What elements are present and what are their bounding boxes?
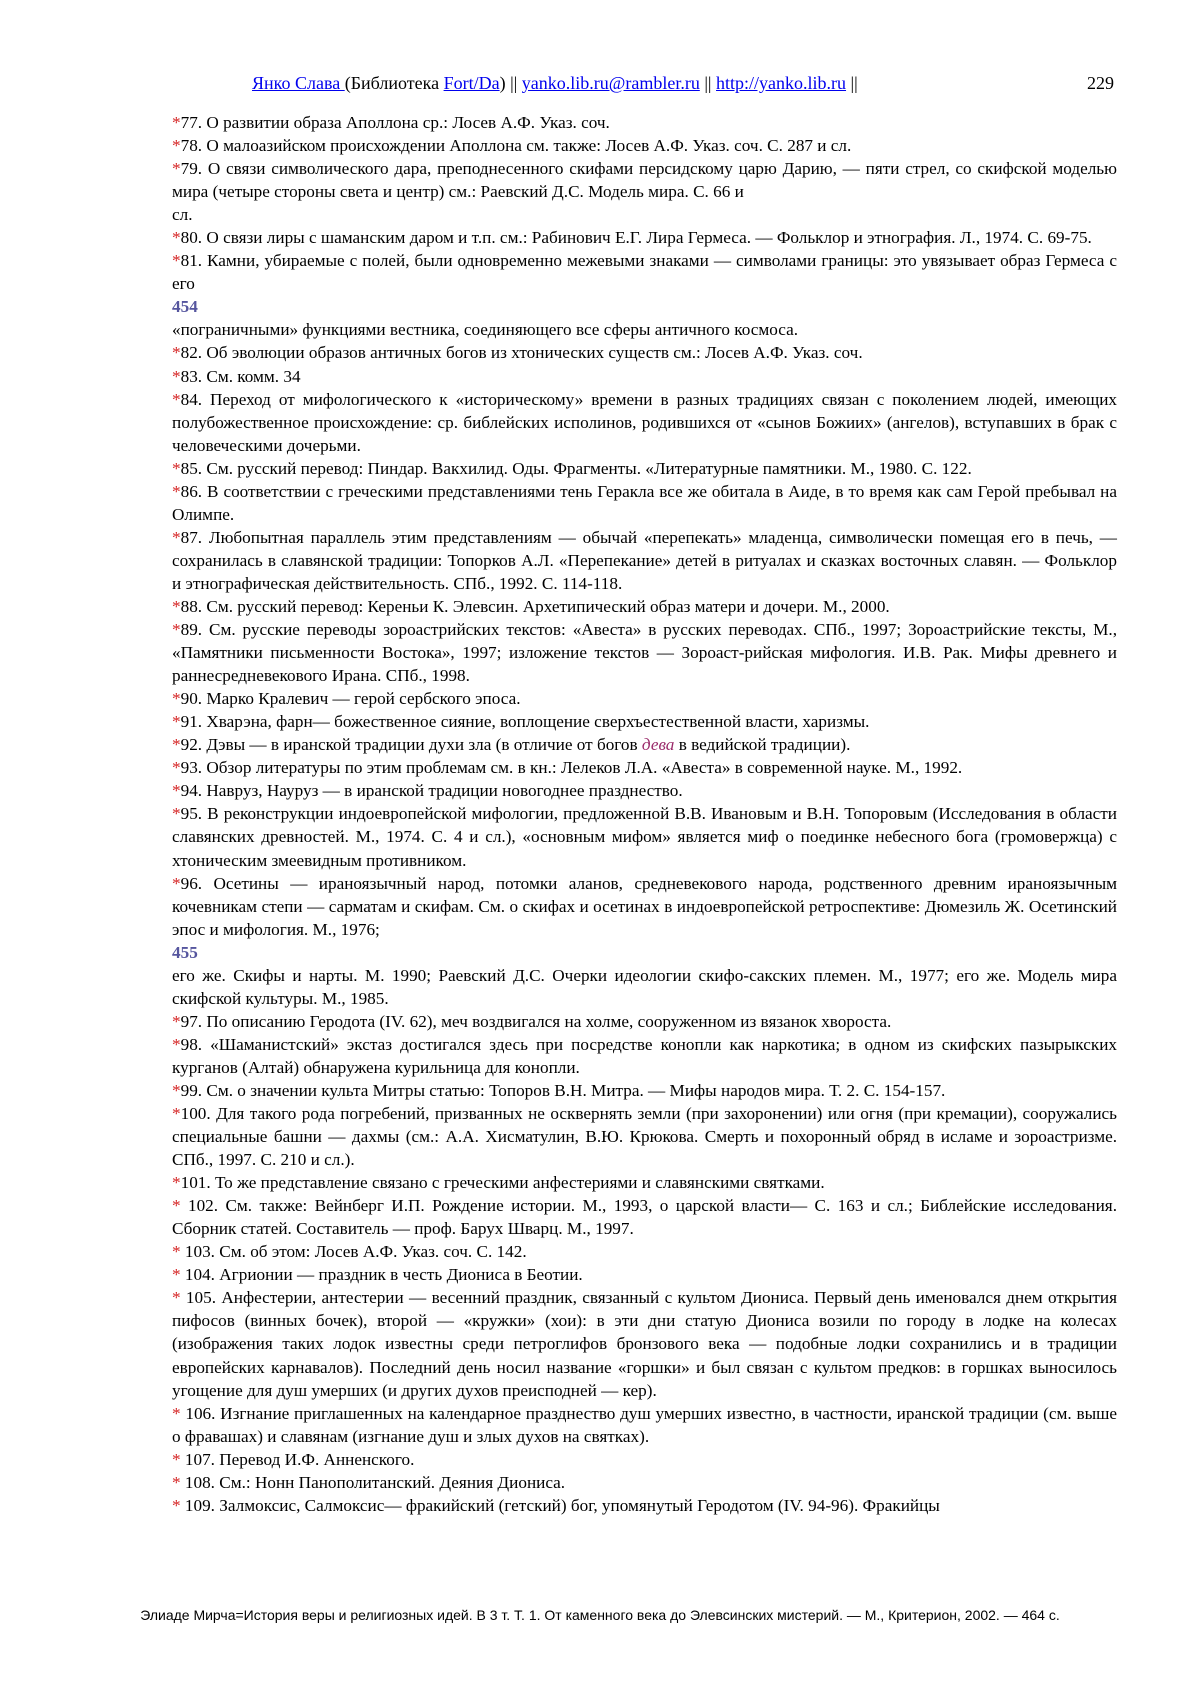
library-suffix: ) || xyxy=(499,73,522,93)
note-item xyxy=(172,341,1117,364)
note-text-after: в ведийской традиции). xyxy=(674,735,851,755)
note-item xyxy=(172,226,1117,249)
note-text: 99. См. о значении культа Митры статью: Топоров В.Н. Митра. — Мифы народов мира. Т. 2. С. 154-157. xyxy=(180,1080,946,1100)
note-item xyxy=(172,710,1117,733)
note-star-marker: * xyxy=(172,1034,181,1054)
note-item xyxy=(172,1286,1117,1401)
note-item xyxy=(172,595,1117,618)
note-text: 78. О малоазийском происхождении Аполлона см. также: Лосев А.Ф. Указ. соч. С. 287 и сл. xyxy=(180,136,852,156)
note-star-marker: * xyxy=(172,343,181,363)
site-link[interactable]: http://yanko.lib.ru xyxy=(716,73,847,93)
note-text: 108. См.: Нонн Панополитанский. Деяния Диониса. xyxy=(180,1472,566,1492)
note-star-marker: * xyxy=(172,804,181,824)
note-star-marker: * xyxy=(172,1495,181,1515)
note-item xyxy=(172,802,1117,871)
note-item xyxy=(172,618,1117,687)
note-text: 86. В соответствии с греческими представлениями тень Геракла все же обитала в Аиде, в то время как сам Герой пребывал на Олимпе. xyxy=(172,481,1117,524)
note-text: его же. Скифы и нарты. М. 1990; Раевский Д.С. Очерки идеологии скифо-сакских племен. М., 1977; его же. Модель мира скифской культуры. М., 1985. xyxy=(172,965,1117,1008)
note-item xyxy=(172,249,1117,295)
header-line xyxy=(252,72,858,94)
page-footer: Элиаде Мирча=История веры и религиозных идей. В 3 т. Т. 1. От каменного века до Элевсинских мистерий. — М., Критерион, 2002. — 464 с. xyxy=(140,1607,1060,1623)
note-star-marker: * xyxy=(172,781,181,801)
note-item xyxy=(172,1471,1117,1494)
note-text: 101. То же представление связано с греческими анфестериями и славянскими святками. xyxy=(180,1173,825,1193)
note-text: 93. Обзор литературы по этим проблемам см. в кн.: Лелеков Л.А. «Авеста» в современной науке. М., 1992. xyxy=(180,758,963,778)
note-emphasis: дева xyxy=(641,735,675,755)
page-marker-number: 455 xyxy=(172,942,198,962)
note-item xyxy=(172,687,1117,710)
author-link[interactable]: Янко Слава xyxy=(252,73,345,93)
note-item xyxy=(172,1494,1117,1517)
note-star-marker: * xyxy=(172,136,181,156)
note-text: 107. Перевод И.Ф. Анненского. xyxy=(180,1449,415,1469)
note-item xyxy=(172,526,1117,595)
note-star-marker: * xyxy=(172,1104,181,1124)
note-text: 90. Марко Кралевич — герой сербского эпоса. xyxy=(180,689,521,709)
note-item xyxy=(172,1194,1117,1240)
note-item xyxy=(172,733,1117,756)
note-item xyxy=(172,157,1117,203)
note-star-marker: * xyxy=(172,1403,181,1423)
note-text: 103. См. об этом: Лосев А.Ф. Указ. соч. С. 142. xyxy=(180,1242,527,1262)
note-item xyxy=(172,480,1117,526)
note-text: 91. Хварэна, фарн— божественное сияние, воплощение сверхъестественной власти, харизмы. xyxy=(180,712,870,732)
note-item xyxy=(172,203,1117,226)
note-item xyxy=(172,1240,1117,1263)
note-star-marker: * xyxy=(172,527,181,547)
note-star-marker: * xyxy=(172,1288,181,1308)
note-text: сл. xyxy=(172,205,193,225)
note-star-marker: * xyxy=(172,1173,181,1193)
note-text: 98. «Шаманистский» экстаз достигался здесь при посредстве конопли как наркотика; в одном из скифских пазырыкских курганов (Алтай) обнаружена курильница для конопли. xyxy=(172,1034,1117,1077)
email-link[interactable]: yanko.lib.ru@rambler.ru xyxy=(521,73,700,93)
note-star-marker: * xyxy=(172,689,181,709)
note-star-marker: * xyxy=(172,596,181,616)
note-star-marker: * xyxy=(172,873,181,893)
note-star-marker: * xyxy=(172,1242,181,1262)
note-text: 87. Любопытная параллель этим представлениям — обычай «перепекать» младенца, символически помещая его в печь, — сохранилась в славянской традиции: Топорков А.Л. «Перепекание» детей в ритуалах и сказках восточных славян. — Фольклор и этнографическая действительность. СПб., 1992. С. 114-118. xyxy=(172,527,1117,593)
note-text: 79. О связи символического дара, преподнесенного скифами персидскому царю Дарию, — пяти стрел, со скифской моделью мира (четыре стороны света и центр) см.: Раевский Д.С. Модель мира. С. 66 и xyxy=(172,159,1117,202)
note-item xyxy=(172,872,1117,941)
note-text: 89. См. русские переводы зороастрийских текстов: «Авеста» в русских переводах. СПб., 1997; Зороастрийские тексты, М., «Памятники письменности Востока», 1997; изложение текстов — Зороаст-рийская мифология. И.В. Рак. Мифы древнего и раннесредневекового Ирана. СПб., 1998. xyxy=(172,620,1117,686)
note-item xyxy=(172,1402,1117,1448)
header-separator: || xyxy=(699,73,717,93)
note-star-marker: * xyxy=(172,1265,181,1285)
library-prefix: (Библиотека xyxy=(344,73,444,93)
note-item xyxy=(172,1079,1117,1102)
note-item xyxy=(172,318,1117,341)
note-star-marker: * xyxy=(172,458,181,478)
note-star-marker: * xyxy=(172,389,181,409)
header-separator-end: || xyxy=(846,73,858,93)
note-item xyxy=(172,134,1117,157)
note-text: 109. Залмоксис, Салмоксис— фракийский (гетский) бог, упомянутый Геродотом (IV. 94-96). Фракийцы xyxy=(180,1495,940,1515)
note-star-marker: * xyxy=(172,758,181,778)
note-text: 81. Камни, убираемые с полей, были одновременно межевыми знаками — символами границы: это увязывает образ Гермеса с его xyxy=(172,251,1117,294)
note-star-marker: * xyxy=(172,1080,181,1100)
note-item xyxy=(172,756,1117,779)
library-link[interactable]: Fort/Da xyxy=(443,73,500,93)
note-star-marker: * xyxy=(172,1472,181,1492)
note-text: 106. Изгнание приглашенных на календарное празднество душ умерших известно, в частности, иранской традиции (см. выше о фравашах) и славянам (изгнание душ и злых духов на святках). xyxy=(172,1403,1117,1446)
note-star-marker: * xyxy=(172,1449,181,1469)
note-text: 92. Дэвы — в иранской традиции духи зла (в отличие от богов xyxy=(180,735,642,755)
note-star-marker: * xyxy=(172,1196,181,1216)
note-item xyxy=(172,111,1117,134)
note-text: 88. См. русский перевод: Кереньи К. Элевсин. Архетипический образ матери и дочери. М., 2000. xyxy=(180,596,890,616)
note-text: 84. Переход от мифологического к «историческому» времени в разных традициях связан с поколением людей, имеющих полубожественное происхождение: ср. библейских исполинов, родившихся от «сынов Божиих» (ангелов), вступавших в брак с человеческими дочерьми. xyxy=(172,389,1117,455)
page-marker-number: 454 xyxy=(172,297,198,317)
note-text: 95. В реконструкции индоевропейской мифологии, предложенной В.В. Ивановым и В.Н. Топоровым (Исследования в области славянских древностей. М., 1974. С. 4 и сл.), «основным мифом» является миф о поединке небесного бога (громовержца) с хтоническим змеевидным противником. xyxy=(172,804,1117,870)
note-text: 104. Агрионии — праздник в честь Диониса в Беотии. xyxy=(180,1265,583,1285)
note-star-marker: * xyxy=(172,159,181,179)
notes-list xyxy=(172,111,1117,1517)
note-text: «пограничными» функциями вестника, соединяющего все сферы античного космоса. xyxy=(172,320,799,340)
note-star-marker: * xyxy=(172,712,181,732)
note-text: 94. Навруз, Науруз — в иранской традиции новогоднее празднество. xyxy=(180,781,683,801)
note-item xyxy=(172,964,1117,1010)
note-star-marker: * xyxy=(172,620,181,640)
note-item xyxy=(172,365,1117,388)
note-star-marker: * xyxy=(172,228,181,248)
note-star-marker: * xyxy=(172,366,181,386)
note-text: 97. По описанию Геродота (IV. 62), меч воздвигался на холме, сооруженном из вязанок хвороста. xyxy=(180,1011,892,1031)
note-text: 102. См. также: Вейнберг И.П. Рождение истории. М., 1993, о царской власти— С. 163 и сл.; Библейские исследования. Сборник статей. Составитель — проф. Барух Шварц. М., 1997. xyxy=(172,1196,1117,1239)
note-text: 96. Осетины — ираноязычный народ, потомки аланов, средневекового народа, родственного древним ираноязычным кочевникам степи — сарматам и скифам. См. о скифах и осетинах в индоевропейской ретроспективе: Дюмезиль Ж. Осетинский эпос и мифология. М., 1976; xyxy=(172,873,1117,939)
note-text: 100. Для такого рода погребений, призванных не осквернять земли (при захоронении) или огня (при кремации), сооружались специальные башни — дахмы (см.: А.А. Хисматулин, В.Ю. Крюкова. Смерть и похоронный обряд в исламе и зороастризме. СПб., 1997. С. 210 и сл.). xyxy=(172,1104,1117,1170)
note-item xyxy=(172,1448,1117,1471)
note-text: 105. Анфестерии, антестерии — весенний праздник, связанный с культом Диониса. Первый день именовался днем открытия пифосов (винных бочек), второй — «кружки» (хои): в эти дни статую Диониса возили по городу в лодке на колесах (изображения таких лодок известны среди петроглифов бронзового века — подобные лодки сохранились и в традиции европейских карнавалов). Последний день носил название «горшки» и был связан с культом предков: в горшках выносилось угощение для душ умерших (и других духов преисподней — кер). xyxy=(172,1288,1117,1400)
note-star-marker: * xyxy=(172,1011,181,1031)
note-item xyxy=(172,1033,1117,1079)
note-item xyxy=(172,1263,1117,1286)
note-item xyxy=(172,779,1117,802)
note-text: 77. О развитии образа Аполлона ср.: Лосев А.Ф. Указ. соч. xyxy=(180,113,610,132)
note-item xyxy=(172,388,1117,457)
note-text: 82. Об эволюции образов античных богов из хтонических существ см.: Лосев А.Ф. Указ. соч. xyxy=(180,343,863,363)
note-text: 80. О связи лиры с шаманским даром и т.п. см.: Рабинович Е.Г. Лира Гермеса. — Фольклор и этнография. Л., 1974. С. 69-75. xyxy=(180,228,1092,248)
note-star-marker: * xyxy=(172,113,181,132)
note-text: 85. См. русский перевод: Пиндар. Вакхилид. Оды. Фрагменты. «Литературные памятники. М., 1980. С. 122. xyxy=(180,458,972,478)
note-item xyxy=(172,1010,1117,1033)
note-star-marker: * xyxy=(172,251,181,271)
note-star-marker: * xyxy=(172,481,181,501)
note-item xyxy=(172,1171,1117,1194)
note-item xyxy=(172,1102,1117,1171)
original-page-marker xyxy=(172,941,1117,964)
note-text: 83. См. комм. 34 xyxy=(180,366,301,386)
note-star-marker: * xyxy=(172,735,181,755)
page-number: 229 xyxy=(1087,73,1114,93)
original-page-marker xyxy=(172,295,1117,318)
note-item xyxy=(172,457,1117,480)
